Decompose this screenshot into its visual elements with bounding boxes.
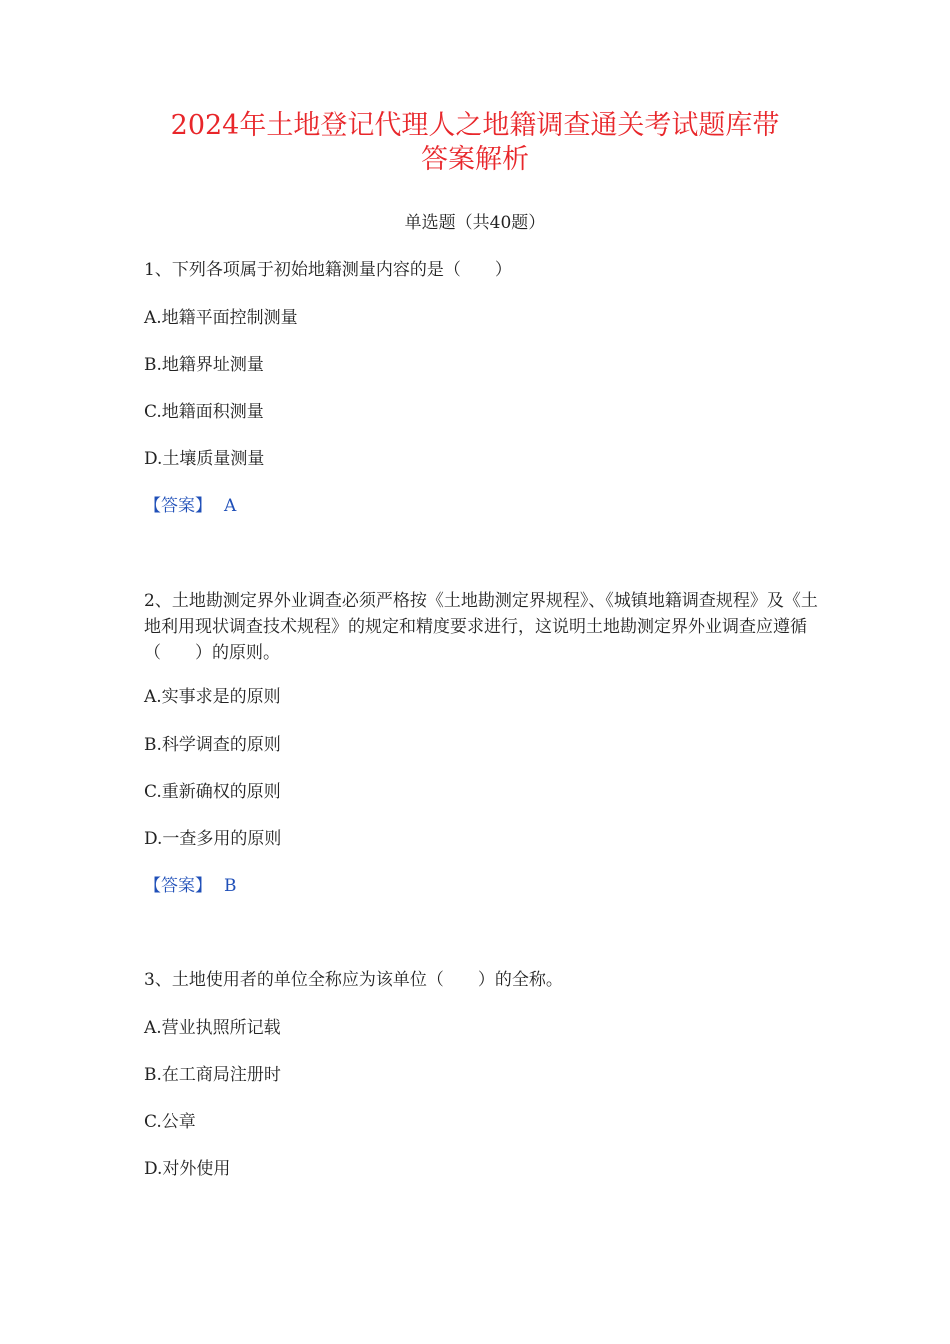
- question-1-option-b: B.地籍界址测量: [144, 355, 264, 375]
- question-1-answer: [144, 494, 236, 518]
- question-3-option-d: D.对外使用: [144, 1159, 231, 1179]
- question-1-option-d: D.土壤质量测量: [144, 449, 265, 469]
- question-1-option-c: C.地籍面积测量: [144, 402, 264, 422]
- question-1-option-a: A.地籍平面控制测量: [144, 308, 298, 328]
- question-2-option-a: A.实事求是的原则: [144, 687, 281, 707]
- question-3-option-a: A.营业执照所记载: [144, 1018, 281, 1038]
- question-2-option-c: C.重新确权的原则: [144, 782, 281, 802]
- answer-label: 【答案】: [144, 496, 212, 516]
- question-3-option-b: B.在工商局注册时: [144, 1065, 281, 1085]
- document-title-line-2: 答案解析: [421, 144, 529, 175]
- question-2-option-b: B.科学调查的原则: [144, 735, 281, 755]
- question-2-stem: 2、土地勘测定界外业调查必须严格按《土地勘测定界规程》、《城镇地籍调查规程》及《土地利用现状调查技术规程》的规定和精度要求进行，这说明土地勘测定界外业调查应遵循（ ）的原则。: [144, 591, 818, 663]
- answer-value: A: [224, 496, 237, 516]
- question-3-stem: 3、土地使用者的单位全称应为该单位（ ）的全称。: [144, 970, 563, 990]
- answer-label: 【答案】: [144, 876, 212, 896]
- question-3-option-c: C.公章: [144, 1112, 196, 1132]
- answer-value: B: [224, 876, 237, 896]
- document-title: [120, 109, 830, 177]
- question-2-option-d: D.一查多用的原则: [144, 829, 282, 849]
- question-1-stem: 1、下列各项属于初始地籍测量内容的是（ ）: [144, 260, 512, 280]
- document-title-line-1: 2024年土地登记代理人之地籍调查通关考试题库带: [170, 110, 780, 141]
- section-heading: 单选题（共40题）: [404, 213, 546, 233]
- question-2-answer: [144, 874, 237, 898]
